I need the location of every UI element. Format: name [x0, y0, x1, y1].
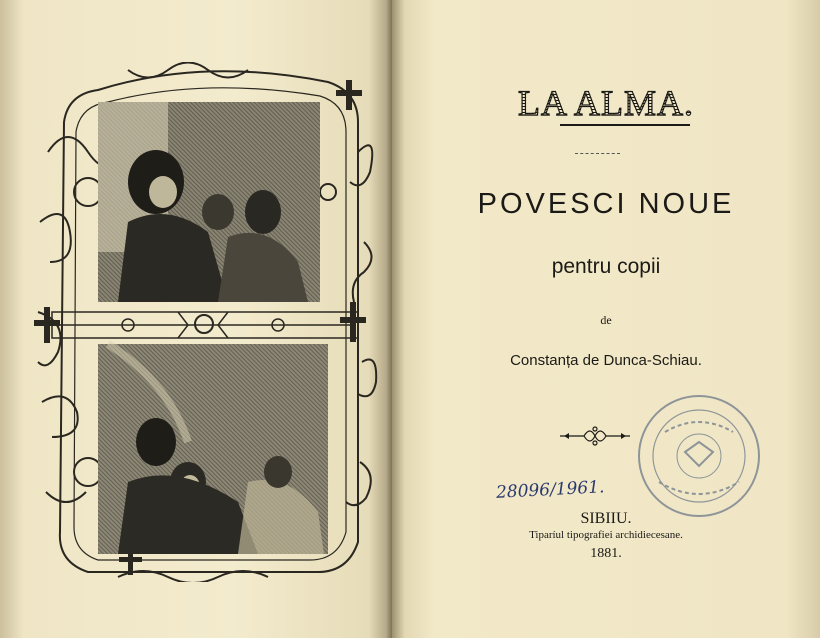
left-page	[0, 0, 392, 638]
frontispiece-engraving	[28, 62, 380, 582]
imprint-year: 1881.	[590, 546, 622, 561]
book-subtitle: POVESCI NOUE	[477, 188, 735, 220]
audience-line: pentru copii	[551, 255, 661, 278]
by-line: de	[600, 313, 612, 327]
handwritten-accession-number: 28096/1961.	[495, 477, 605, 503]
imprint-place: SIBIIU.	[580, 510, 632, 527]
author-name: Constanța de Dunca-Schiau.	[510, 352, 702, 369]
top-scene	[98, 102, 320, 302]
imprint-printer: Tiparíul tipografiei archidiecesane.	[529, 529, 683, 541]
ornament-divider-icon	[560, 423, 630, 449]
bottom-scene	[98, 344, 328, 554]
title-underline	[560, 124, 690, 126]
decorative-rule	[575, 153, 620, 154]
library-stamp-icon	[635, 392, 763, 520]
book-title: LA ALMA.	[392, 82, 820, 124]
